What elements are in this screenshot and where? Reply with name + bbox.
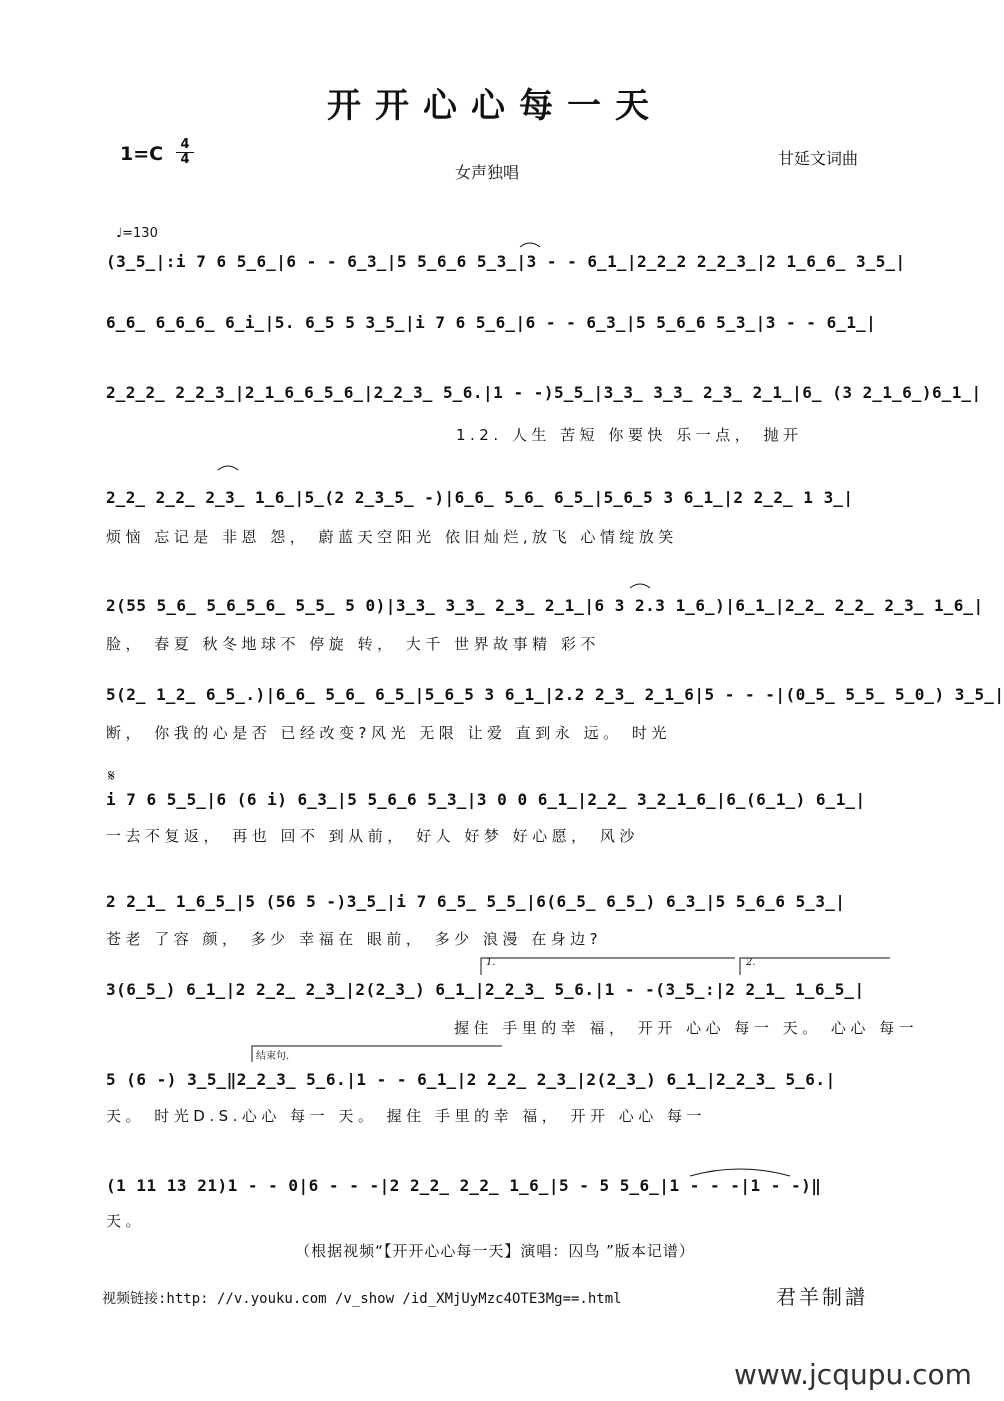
lyric-line-5: 脸， 春夏 秋冬地球不 停旋 转， 大千 世界故事精 彩不	[106, 635, 600, 653]
notation-line-9: 3(6̲5̲) 6̲1̲|2 2̲2̲ 2̲3̲|2(2̲3̲) 6̲1̲|2̲2̲3̲ 5̲6.|1 - -(3̲5̲:|2 2̲1̲ 1̲6̲5̲|	[106, 980, 865, 999]
site-watermark: www.jcqupu.com	[734, 1358, 972, 1391]
notation-line-5: 2(55 5̲6̲ 5̲6̲5̲6̲ 5̲5̲ 5 0)|3̲3̲ 3̲3̲ 2̲3̲ 2̲1̲|6 3 2.3 1̲6̲)|6̲1̲|2̲2̲ 2̲2̲ 2̲3̲ 1̲6̲|	[106, 596, 984, 615]
key-signature: 1=C	[120, 143, 164, 165]
video-link[interactable]: 视频链接:http: //v.youku.com /v_show /id_XMjUyMzc4OTE3Mg==.html	[102, 1291, 622, 1307]
slur-mark	[520, 243, 540, 247]
notation-line-2: 6̲6̲ 6̲6̲6̲ 6̲i̲|5. 6̲5 5 3̲5̲|i 7 6 5̲6̲|6 - - 6̲3̲|5 5̲6̲6 5̲3̲|3 - - 6̲1̲|	[106, 313, 877, 332]
slur-mark	[630, 584, 650, 588]
lyric-line-8: 苍老 了容 颜， 多少 幸福在 眼前， 多少 浪漫 在身边?	[106, 930, 603, 948]
lyric-line-3: 1.2. 人生 苦短 你要快 乐一点， 抛开	[456, 426, 803, 444]
coda-label: 结束句.	[256, 1051, 290, 1062]
slur-mark	[218, 466, 238, 470]
lyric-line-4: 烦恼 忘记是 非恩 怨， 蔚蓝天空阳光 依旧灿烂,放飞 心情绽放笑	[106, 528, 678, 546]
segno-sign: 𝄋	[108, 766, 115, 785]
score-title: 开开心心每一天	[327, 86, 663, 126]
composer-credit: 甘延文词曲	[778, 149, 859, 168]
time-signature-top: 4	[180, 137, 190, 152]
lyric-line-9: 握住 手里的幸 福， 开开 心心 每一 天。 心心 每一	[454, 1019, 919, 1037]
lyric-line-6: 断， 你我的心是否 已经改变?风光 无限 让爱 直到永 远。 时光	[106, 724, 671, 742]
notation-line-7: i 7 6 5̲5̲|6 (6 i) 6̲3̲|5 5̲6̲6 5̲3̲|3 0 0 6̲1̲|2̲2̲ 3̲2̲1̲6̲|6̲(6̲1̲) 6̲1̲|	[106, 790, 866, 809]
lyric-line-10: 天。 时光D.S.心心 每一 天。 握住 手里的幸 福， 开开 心心 每一	[106, 1107, 707, 1125]
tie-mark	[690, 1169, 790, 1176]
volta-1-label: 1.	[486, 957, 496, 968]
volta-1-bracket	[481, 958, 735, 975]
notation-line-10: 5 (6 -) 3̲5̲‖2̲2̲3̲ 5̲6.|1 - - 6̲1̲|2 2̲2̲ 2̲3̲|2(2̲3̲) 6̲1̲|2̲2̲3̲ 5̲6.|	[106, 1070, 836, 1089]
lyric-line-7: 一去不复返， 再也 回不 到从前， 好人 好梦 好心愿， 风沙	[106, 827, 639, 845]
notation-line-1: (3̲5̲|:i 7 6 5̲6̲|6 - - 6̲3̲|5 5̲6̲6 5̲3̲|3 - - 6̲1̲|2̲2̲2 2̲2̲3̲|2 1̲6̲6̲ 3̲5̲|	[106, 252, 906, 271]
time-signature-bottom: 4	[180, 152, 190, 167]
volta-2-label: 2.	[746, 957, 756, 968]
notation-line-8: 2 2̲1̲ 1̲6̲5̲|5 (56 5 -)3̲5̲|i 7 6̲5̲ 5̲5̲|6(6̲5̲ 6̲5̲) 6̲3̲|5 5̲6̲6 5̲3̲|	[106, 892, 846, 911]
notation-line-4: 2̲2̲ 2̲2̲ 2̲3̲ 1̲6̲|5̲(2 2̲3̲5̲ -)|6̲6̲ 5̲6̲ 6̲5̲|5̲6̲5 3 6̲1̲|2 2̲2̲ 1 3̲|	[106, 488, 854, 507]
lyric-line-11: 天。	[106, 1212, 146, 1230]
tempo-mark: ♩=130	[116, 226, 158, 241]
notation-line-3: 2̲2̲2̲ 2̲2̲3̲|2̲1̲6̲6̲5̲6̲|2̲2̲3̲ 5̲6.|1 - -)5̲5̲|3̲3̲ 3̲3̲ 2̲3̲ 2̲1̲|6̲ (3 2̲1̲6̲)6̲1̲|	[106, 383, 982, 402]
coda-bracket	[252, 1046, 502, 1062]
transcriber-signature: 君羊制譜	[776, 1285, 868, 1309]
notation-line-6: 5(2̲ 1̲2̲ 6̲5̲.)|6̲6̲ 5̲6̲ 6̲5̲|5̲6̲5 3 6̲1̲|2.2 2̲3̲ 2̲1̲6|5 - - -|(0̲5̲ 5̲5̲ 5̲0̲) 3̲5̲|	[106, 685, 1004, 704]
performance-note: 女声独唱	[455, 163, 520, 182]
notation-line-11: (1 11 13 21)1 - - 0|6 - - -|2 2̲2̲ 2̲2̲ 1̲6̲|5 - 5 5̲6̲|1 - - -|1 - -)‖	[106, 1176, 822, 1195]
volta-2-bracket	[740, 958, 890, 975]
source-note: （根据视频“【开开心心每一天】演唱：囚鸟 ”版本记谱）	[295, 1242, 695, 1260]
